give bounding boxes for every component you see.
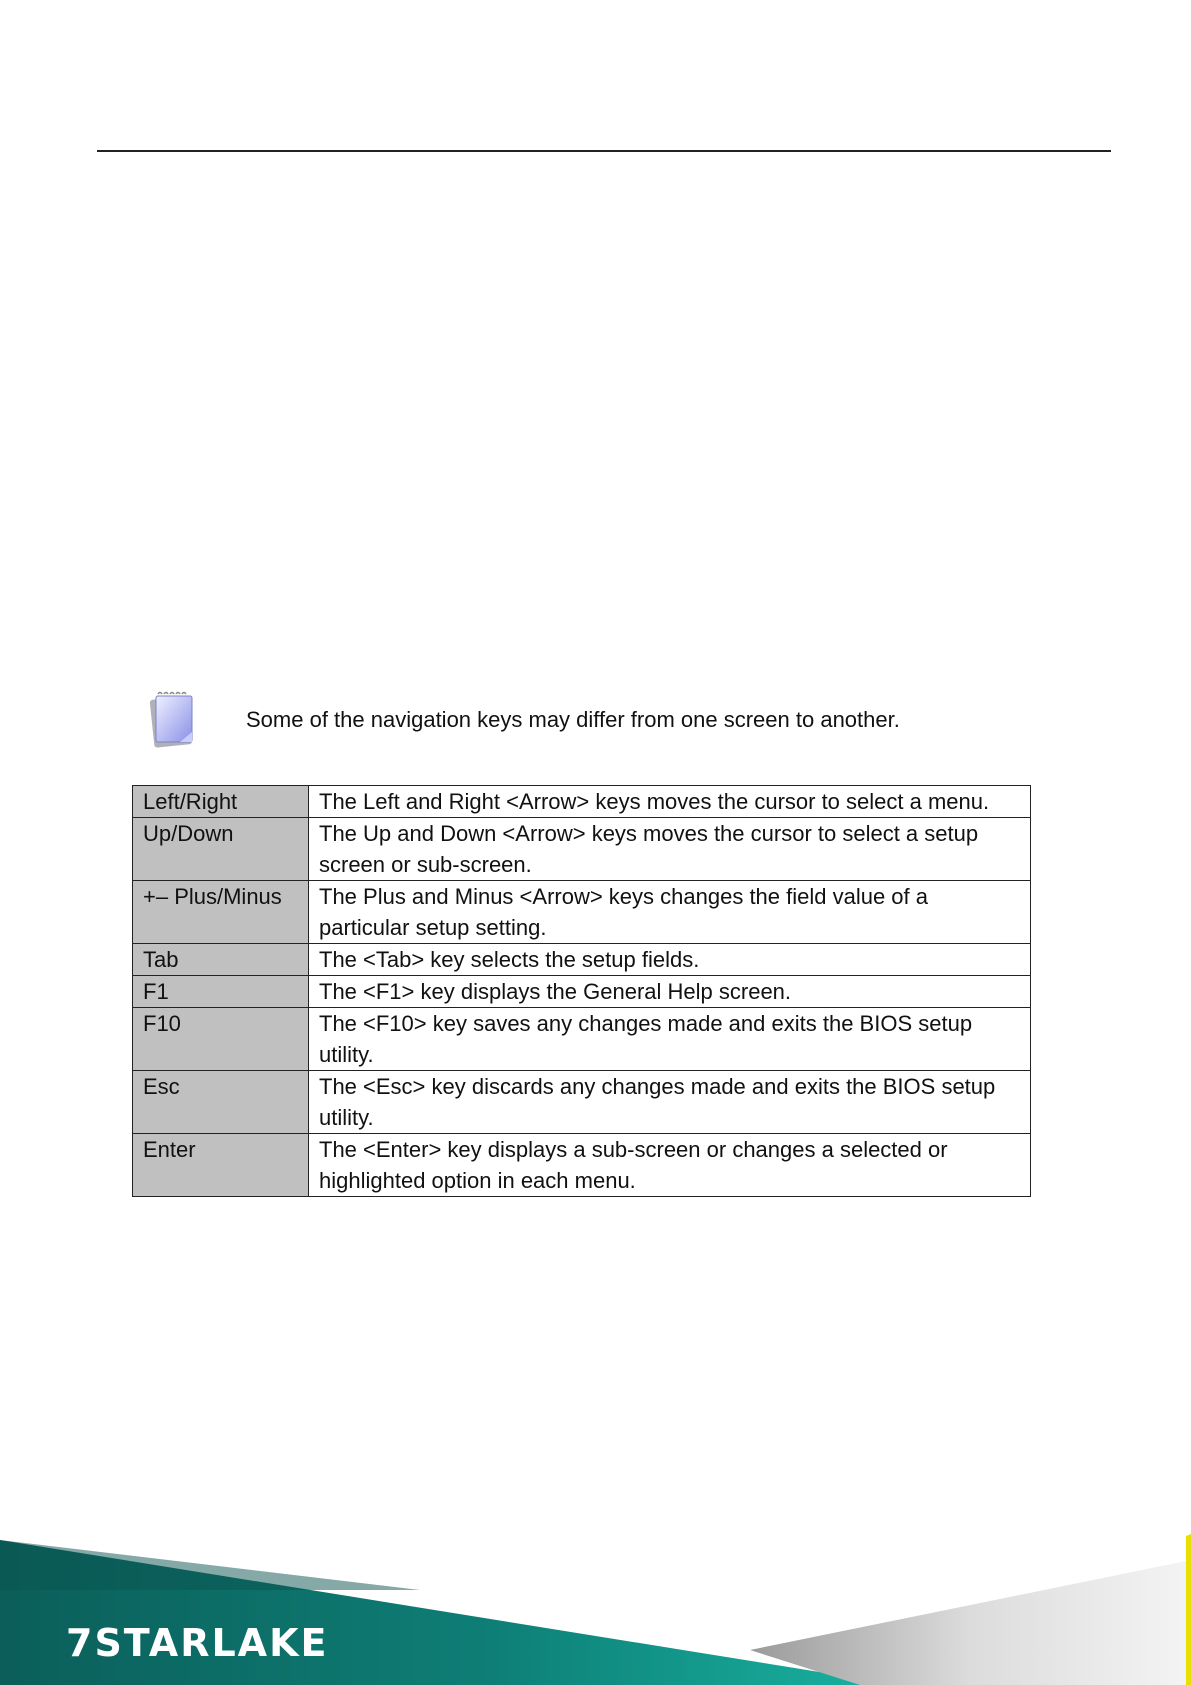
table-row <box>133 881 1031 944</box>
key-cell: Esc <box>133 1071 309 1134</box>
key-cell: Enter <box>133 1134 309 1197</box>
brand-logo: 7STARLAKE <box>66 1621 329 1665</box>
key-cell: Left/Right <box>133 786 309 818</box>
description-cell: The <F10> key saves any changes made and exits the BIOS setup utility. <box>309 1008 1031 1071</box>
note-callout <box>148 690 900 750</box>
table-row <box>133 1134 1031 1197</box>
key-cell: Up/Down <box>133 818 309 881</box>
note-text: Some of the navigation keys may differ from one screen to another. <box>246 707 900 732</box>
table-row <box>133 976 1031 1008</box>
table-row <box>133 944 1031 976</box>
key-cell: Tab <box>133 944 309 976</box>
key-cell: F1 <box>133 976 309 1008</box>
description-cell: The <F1> key displays the General Help screen. <box>309 976 1031 1008</box>
table-row <box>133 786 1031 818</box>
description-cell: The <Enter> key displays a sub-screen or changes a selected or highlighted option in each menu. <box>309 1134 1031 1197</box>
notepad-icon <box>148 690 198 750</box>
header-rule <box>97 150 1111 152</box>
description-cell: The <Tab> key selects the setup fields. <box>309 944 1031 976</box>
description-cell: The <Esc> key discards any changes made and exits the BIOS setup utility. <box>309 1071 1031 1134</box>
table-row <box>133 1008 1031 1071</box>
table-row <box>133 818 1031 881</box>
navigation-keys-table <box>132 785 1031 1197</box>
table-row <box>133 1071 1031 1134</box>
key-cell: +– Plus/Minus <box>133 881 309 944</box>
key-cell: F10 <box>133 1008 309 1071</box>
description-cell: The Left and Right <Arrow> keys moves the cursor to select a menu. <box>309 786 1031 818</box>
description-cell: The Plus and Minus <Arrow> keys changes the field value of a particular setup setting. <box>309 881 1031 944</box>
description-cell: The Up and Down <Arrow> keys moves the cursor to select a setup screen or sub-screen. <box>309 818 1031 881</box>
